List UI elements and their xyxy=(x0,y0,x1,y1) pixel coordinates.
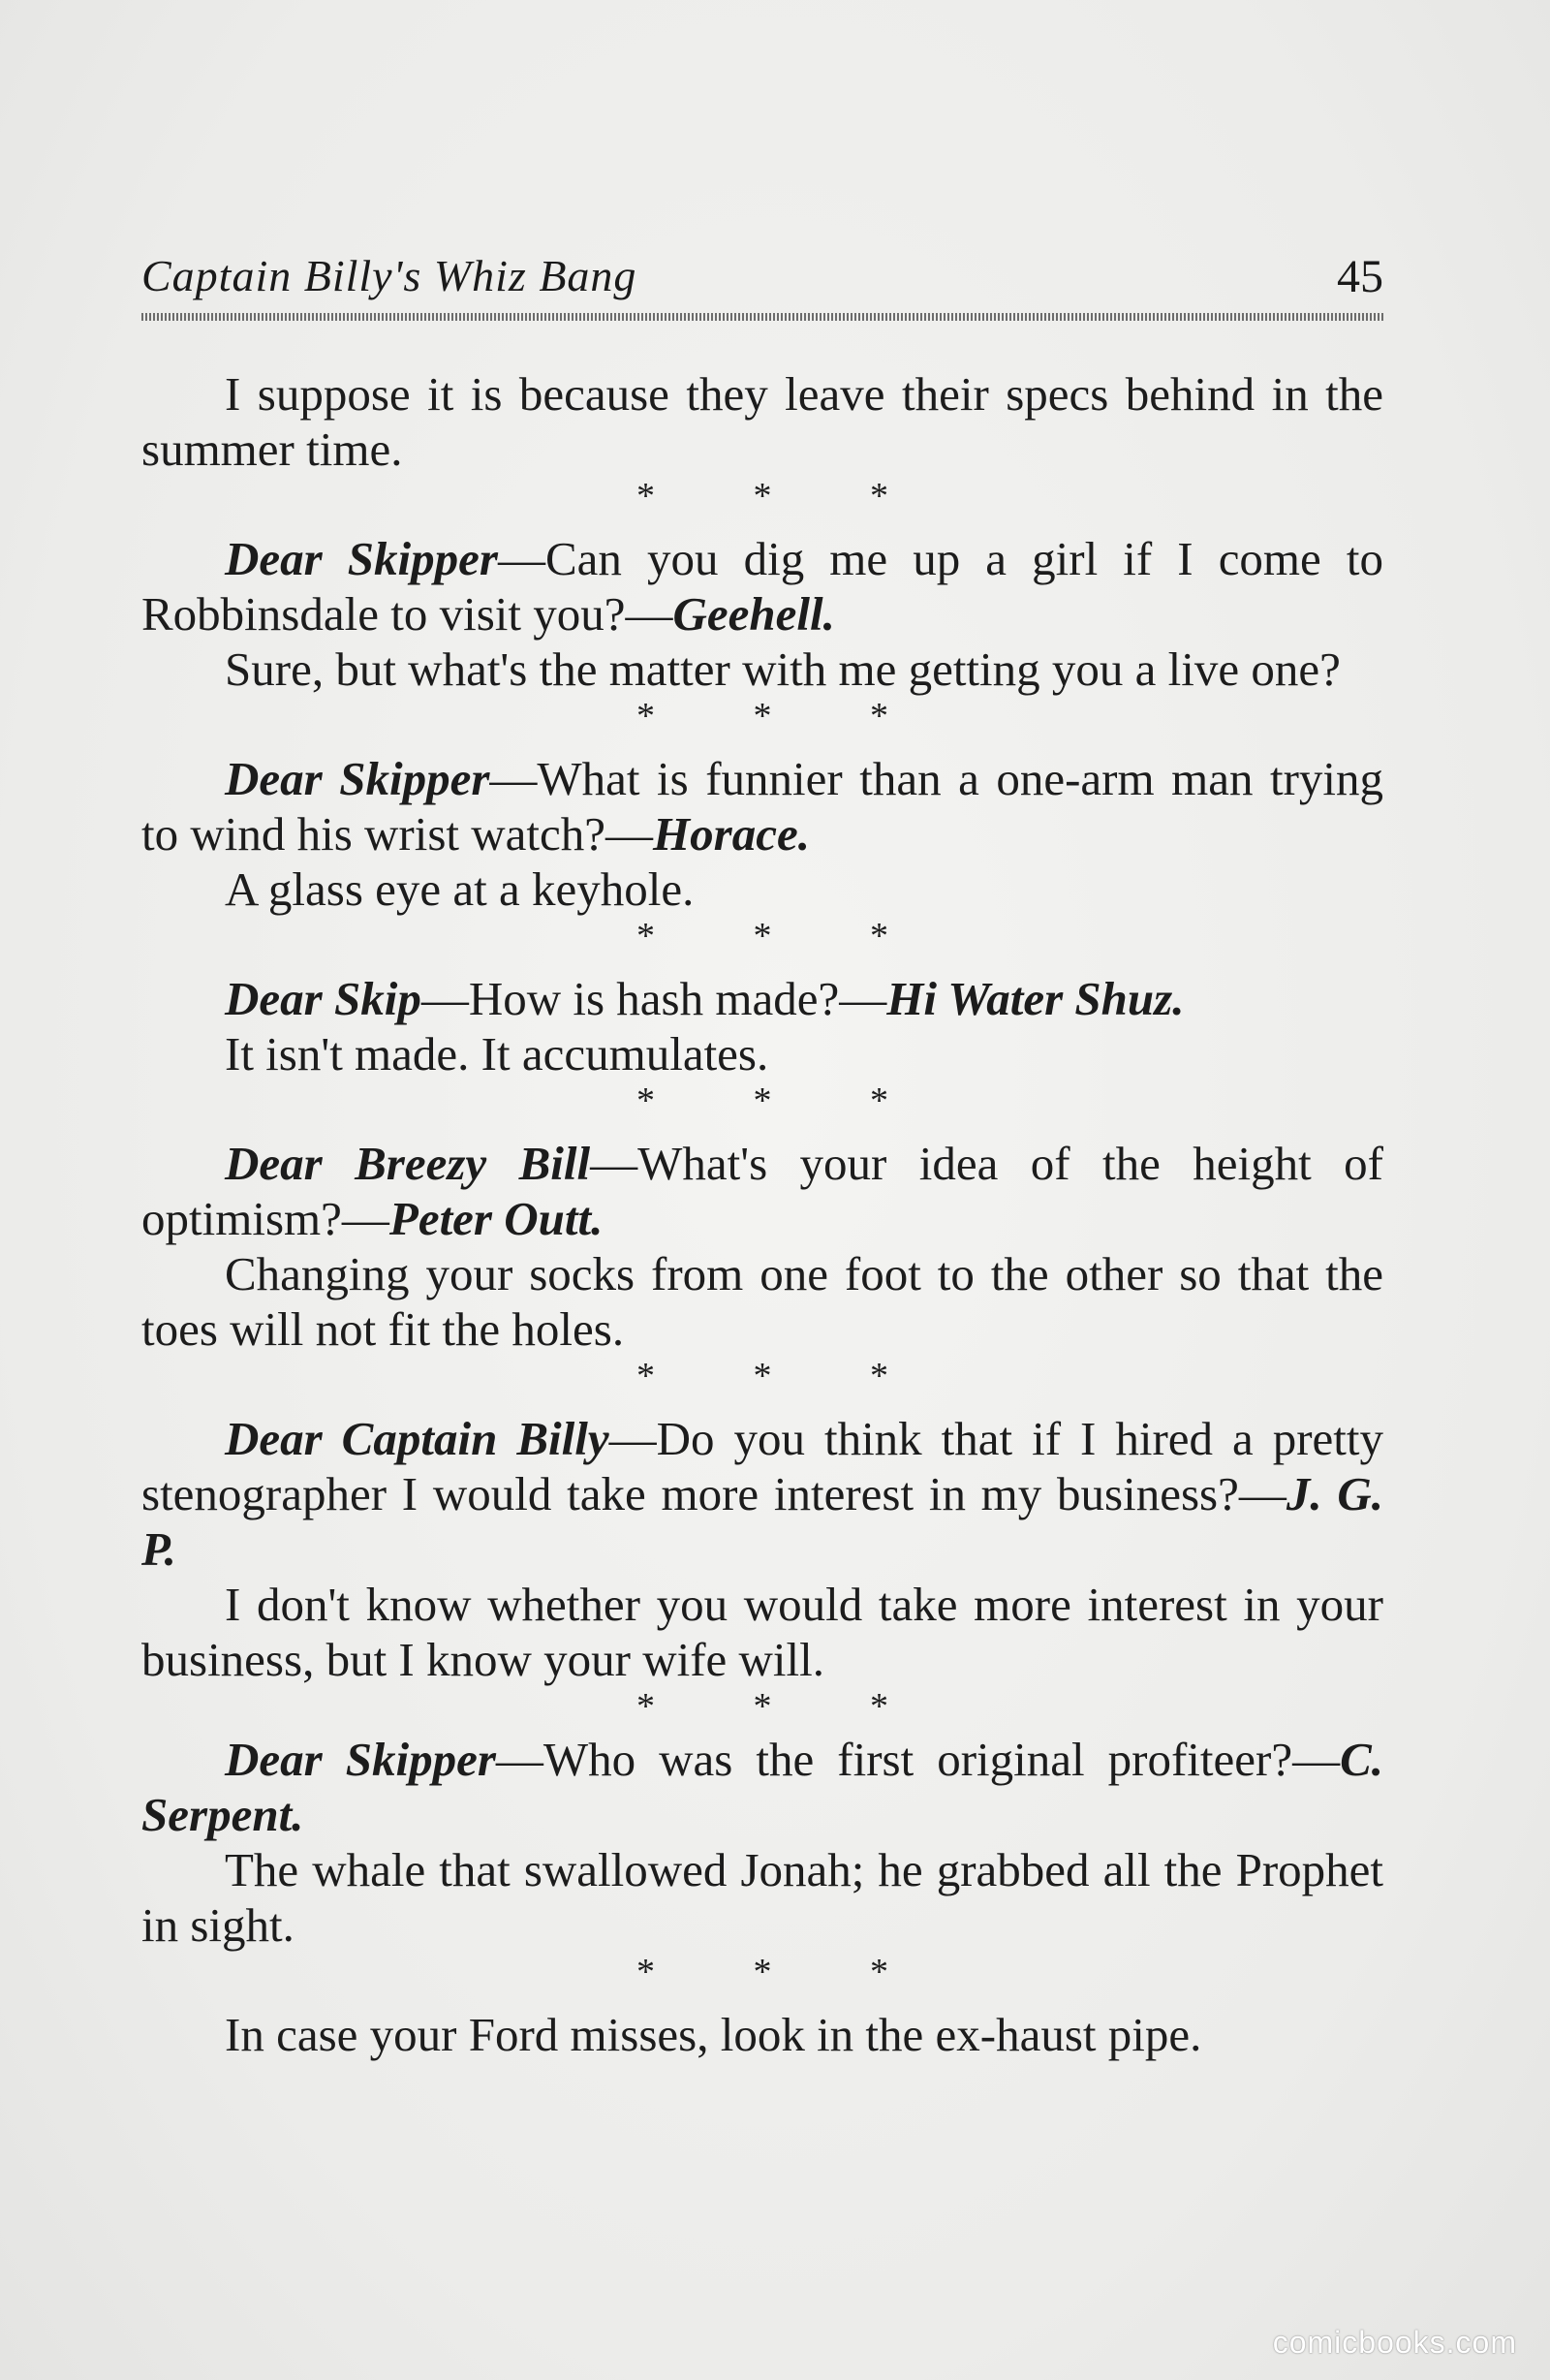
entry-question-text: —What's your idea of the height of optimism?— xyxy=(141,1137,1383,1245)
entry-answer: A glass eye at a keyhole. xyxy=(225,862,695,916)
separator: * * * xyxy=(636,1952,933,1992)
entry-signature: Geehell. xyxy=(672,587,835,641)
separator: * * * xyxy=(636,916,933,956)
separator: * * * xyxy=(636,1686,933,1727)
entry-answer: The whale that swallowed Jonah; he grabbed all the Prophet in sight. xyxy=(141,1843,1383,1952)
entry-question-text: —Who was the first original profiteer?— xyxy=(495,1733,1341,1786)
entry-question xyxy=(141,1411,1383,1577)
separator: * * * xyxy=(636,1080,933,1121)
entry-signature: Horace. xyxy=(653,807,810,861)
entry-salutation: Dear Skipper xyxy=(225,532,498,585)
entry-question xyxy=(141,1732,1383,1842)
entry-answer: I don't know whether you would take more interest in your business, but I know your wife will. xyxy=(141,1578,1383,1686)
entry-signature: C. Serpent. xyxy=(141,1733,1383,1841)
separator: * * * xyxy=(636,1356,933,1396)
entry-signature: Hi Water Shuz. xyxy=(886,972,1185,1025)
entry-question-text: —How is hash made?— xyxy=(420,972,887,1025)
header-rule xyxy=(141,313,1383,321)
entry-question xyxy=(141,751,1383,861)
entry-signature: J. G. P. xyxy=(141,1467,1383,1576)
header-title: Captain Billy's Whiz Bang xyxy=(141,251,637,300)
intro-paragraph: I suppose it is because they leave their specs behind in the summer time. xyxy=(141,367,1383,476)
entry-question-text: —Can you dig me up a girl if I come to Robbinsdale to visit you?— xyxy=(141,532,1383,641)
entry-answer: Sure, but what's the matter with me getting you a live one? xyxy=(225,642,1341,696)
entry-answer: It isn't made. It accumulates. xyxy=(225,1027,769,1080)
page-content xyxy=(141,366,1383,2062)
entry-salutation: Dear Captain Billy xyxy=(225,1412,609,1465)
entry-question xyxy=(141,531,1383,642)
entry-question-text: —What is funnier than a one-arm man trying to wind his wrist watch?— xyxy=(141,752,1384,861)
running-header xyxy=(141,250,1383,308)
entry-question-text: —Do you think that if I hired a pretty stenographer I would take more interest in my business?— xyxy=(141,1412,1384,1520)
entry-answer: Changing your socks from one foot to the other so that the toes will not fit the holes. xyxy=(141,1247,1383,1356)
entry-question xyxy=(141,971,1383,1026)
entry-salutation: Dear Skip xyxy=(225,972,421,1025)
entry-salutation: Dear Skipper xyxy=(225,752,490,805)
entry-question xyxy=(141,1136,1383,1246)
entry-salutation: Dear Skipper xyxy=(225,1733,496,1786)
page-number: 45 xyxy=(1337,251,1383,302)
closing-paragraph: In case your Ford misses, look in the ex-haust pipe. xyxy=(225,2008,1202,2061)
entry-signature: Peter Outt. xyxy=(388,1192,604,1245)
watermark: comicbooks.com xyxy=(1272,2325,1517,2360)
separator: * * * xyxy=(636,696,933,736)
entry-salutation: Dear Breezy Bill xyxy=(225,1137,591,1190)
separator: * * * xyxy=(636,476,933,517)
